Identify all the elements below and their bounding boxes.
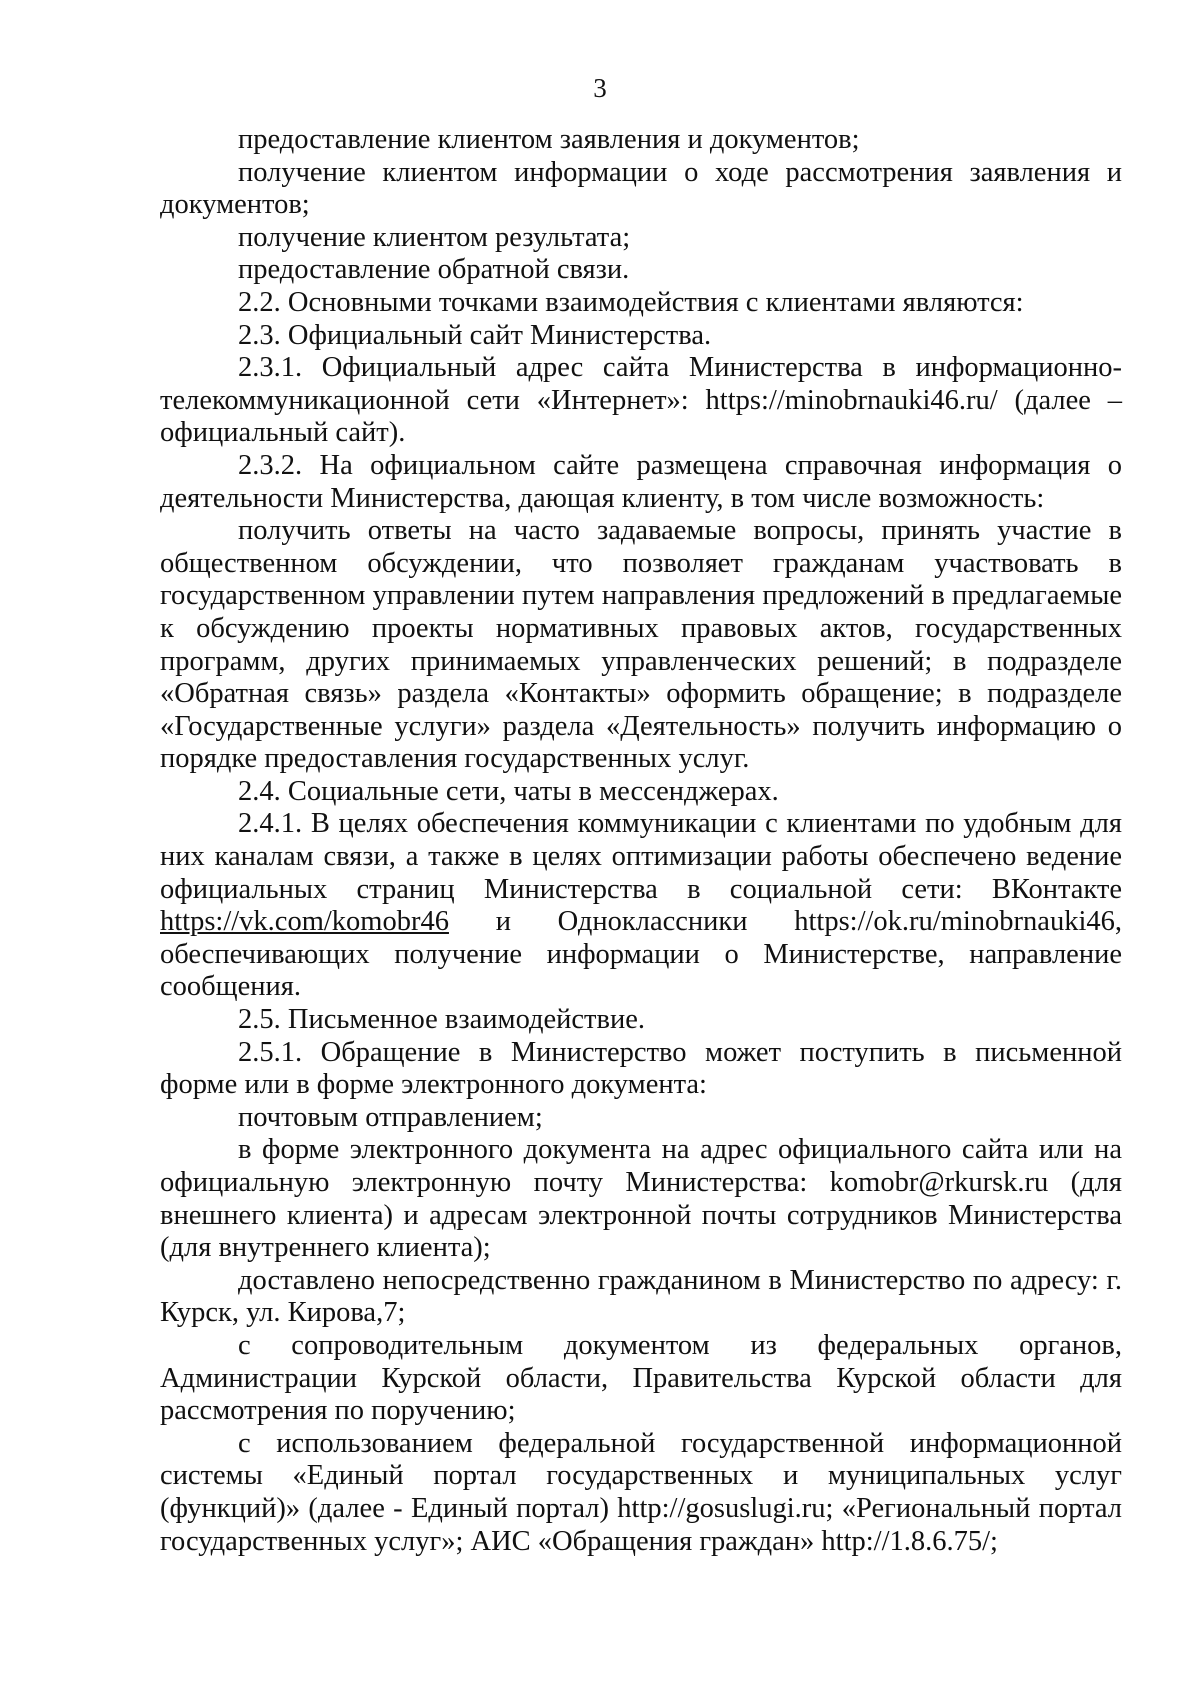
paragraph-2-3-1: 2.3.1. Официальный адрес сайта Министерства в информационно-телекоммуникационной сети «Интернет»: https://minobrnauki46.ru/ (далее – официальный сайт). (160, 352, 1122, 449)
paragraph-2-2: 2.2. Основными точками взаимодействия с клиентами являются: (238, 286, 1024, 318)
vk-link[interactable]: https://vk.com/komobr46 (160, 906, 449, 938)
paragraph-get-result: получение клиентом результата; (238, 221, 631, 253)
paragraph-postal: почтовым отправлением; (238, 1101, 543, 1133)
paragraph-2-3: 2.3. Официальный сайт Министерства. (238, 319, 712, 351)
page-number: 3 (593, 73, 607, 103)
document-body (160, 124, 1122, 1558)
paragraph-get-progress-info: получение клиентом информации о ходе рассмотрения заявления и документов; (160, 156, 1122, 221)
paragraph-portal: с использованием федеральной государственной информационной системы «Единый портал государственных и муниципальных услуг (функций)» (далее - Единый портал) http://gosuslugi.ru; «Региональный портал государственных услуг»; АИС «Обращения граждан» http://1.8.6.75/; (160, 1427, 1122, 1557)
paragraph-2-3-2: 2.3.2. На официальном сайте размещена справочная информация о деятельности Министерства, дающая клиенту, в том числе возможность: (160, 449, 1122, 514)
paragraph-electronic: в форме электронного документа на адрес официального сайта или на официальную электронную почту Министерства: komobr@rkursk.ru (для внешнего клиента) и адресам электронной почты сотрудников Министерства (для внутреннего клиента); (160, 1134, 1122, 1264)
paragraph-2-5: 2.5. Письменное взаимодействие. (238, 1004, 645, 1036)
paragraph-2-4-1 (160, 808, 1122, 1004)
paragraph-2-5-1: 2.5.1. Обращение в Министерство может поступить в письменной форме или в форме электронного документа: (160, 1036, 1122, 1101)
paragraph-2-4-1-text-before: 2.4.1. В целях обеспечения коммуникации с клиентами по удобным для них каналам связи, а также в целях оптимизации работы обеспечено ведение официальных страниц Министерства в социальной сети: ВКонтакте (160, 808, 1122, 905)
paragraph-2-4: 2.4. Социальные сети, чаты в мессенджерах. (238, 775, 779, 807)
paragraph-feedback: предоставление обратной связи. (238, 254, 630, 286)
paragraph-cover-letter: с сопроводительным документом из федеральных органов, Администрации Курской области, Правительства Курской области для рассмотрения по поручению; (160, 1329, 1122, 1427)
paragraph-site-capabilities: получить ответы на часто задаваемые вопросы, принять участие в общественном обсуждении, что позволяет гражданам участвовать в государственном управлении путем направления предложений в предлагаемые к обсуждению проекты нормативных правовых актов, государственных программ, других принимаемых управленческих решений; в подразделе «Обратная связь» раздела «Контакты» оформить обращение; в подразделе «Государственные услуги» раздела «Деятельность» получить информацию о порядке предоставления государственных услуг. (160, 515, 1122, 775)
paragraph-2-4-1-text-after: и Одноклассники https://ok.ru/minobrnauki46, обеспечивающих получение информации о Министерстве, направление сообщения. (160, 906, 1122, 1003)
paragraph-delivered: доставлено непосредственно гражданином в Министерство по адресу: г. Курск, ул. Кирова,7; (160, 1264, 1122, 1329)
paragraph-submit-application: предоставление клиентом заявления и документов; (238, 124, 860, 155)
